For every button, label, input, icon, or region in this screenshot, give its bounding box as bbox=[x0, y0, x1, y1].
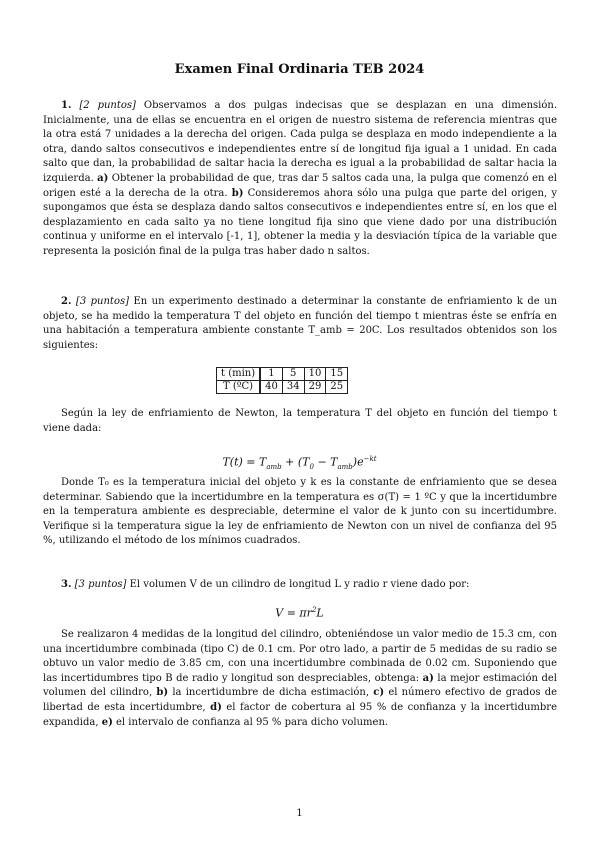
problem-3-statement: El volumen V de un cilindro de longitud L y radio r viene dado por: bbox=[129, 579, 470, 590]
problem-1-part-a-label: a) bbox=[97, 172, 109, 184]
problem-2-statement: En un experimento destinado a determinar la constante de enfriamiento k de un objeto, se ha medido la temperatura T del objeto en función del tiempo t mientras éste se enfría en una habitación a temperatura ambiente constante T_amb = 20C. Los resultados obtenidos son los siguientes: bbox=[43, 296, 558, 351]
problem-2-task bbox=[43, 476, 557, 549]
page-number: 1 bbox=[296, 808, 303, 819]
problem-1-part-a: Obtener la probabilidad de que, tras dar 5 saltos cada una, la pulga que comenzó en el origen esté a la derecha de la otra. bbox=[43, 172, 557, 199]
table-cell: 5 bbox=[282, 368, 304, 381]
newton-equation bbox=[0, 455, 599, 471]
newton-intro-text: Según la ley de enfriamiento de Newton, la temperatura T del objeto en función del tiempo t viene dada: bbox=[43, 408, 557, 434]
problem-3-part-e-label: e) bbox=[101, 716, 113, 728]
table-header-time: t (min) bbox=[217, 368, 261, 381]
eq-exponent: −kt bbox=[363, 455, 377, 463]
problem-3-part-e: el intervalo de confianza al 95 % para dicho volumen. bbox=[115, 716, 389, 728]
table-cell: 29 bbox=[304, 381, 326, 394]
problem-3-part-b-label: b) bbox=[156, 687, 169, 699]
problem-1-points: [2 puntos] bbox=[79, 100, 136, 111]
problem-3-points: [3 puntos] bbox=[74, 579, 127, 590]
problem-3-number: 3. bbox=[61, 579, 72, 590]
table-row bbox=[217, 381, 348, 394]
table-row bbox=[217, 368, 348, 381]
problem-3-part-d: el factor de cobertura al 95 % de confianza y la incertidumbre expandida, bbox=[43, 701, 557, 728]
eq-part: T(t) = T bbox=[222, 455, 267, 469]
table-cell: 1 bbox=[260, 368, 282, 381]
table-cell: 25 bbox=[326, 381, 348, 394]
problem-3-data-text: Se realizaron 4 medidas de la longitud del cilindro, obteniéndose un valor medio de 15.3 cm, con una incertidumbre combinada (tipo C) de 0.1 cm. Por otro lado, a partir de 5 medidas de su radio se obtuvo un valor medio de 3.85 cm, con una incertidumbre combinada de 0.02 cm. Suponiendo que las incertidumbres tipo B de radio y longitud son despreciables, obtenga: bbox=[43, 629, 557, 684]
eq-part: L bbox=[316, 606, 324, 620]
eq-exponent: 2 bbox=[311, 606, 317, 614]
problem-1-number: 1. bbox=[61, 100, 72, 111]
table-cell: 10 bbox=[304, 368, 326, 381]
problem-3-part-c: el número efectivo de grados de libertad de esta incertidumbre, bbox=[43, 687, 558, 713]
problem-1-part-b-label: b) bbox=[231, 187, 244, 199]
problem-1-statement: Observamos a dos pulgas indecisas que se desplazan en una dimensión. Inicialmente, una de ellas se encuentra en el origen de nuestro sistema de referencia mientras que la otra está 7 unidades a la derecha del origen. Cada pulga se desplaza en modo independiente a la otra, dando saltos consecutivos e independientes entre sí de longitud fija igual a 1 unidad. En cada salto que dan, la probabilidad de saltar hacia la derecha es igual a la probabilidad de saltar hacia la izquierda. bbox=[43, 100, 558, 184]
problem-1 bbox=[43, 99, 557, 260]
table-header-temperature: T (ºC) bbox=[217, 381, 261, 394]
table-cell: 15 bbox=[326, 368, 348, 381]
problem-1-part-b: Consideremos ahora sólo una pulga que parte del origen, y supongamos que ésta se desplaza dando saltos consecutivos e independientes entre sí, en los que el desplazamiento en cada salto ya no tiene longitud fija sino que viene dado por una distribución continua y uniforme en el intervalo [-1, 1], obtener la media y la desviación típica de la variable que representa la posición final de la pulga tras haber dado n saltos. bbox=[43, 187, 557, 257]
temperature-table bbox=[216, 367, 348, 394]
table-cell: 34 bbox=[282, 381, 304, 394]
problem-2-points: [3 puntos] bbox=[75, 296, 129, 307]
problem-3-part-a: la mejor estimación del volumen del cilindro, bbox=[43, 672, 557, 699]
problem-3-part-b: la incertidumbre de dicha estimación, bbox=[172, 687, 370, 699]
problem-3-part-d-label: d) bbox=[210, 701, 222, 713]
eq-part: + (T bbox=[281, 455, 310, 469]
eq-part: − T bbox=[313, 455, 338, 469]
problem-3-task bbox=[43, 628, 557, 730]
problem-2 bbox=[43, 295, 557, 353]
eq-sub: 0 bbox=[309, 462, 314, 471]
eq-sub: amb bbox=[337, 462, 353, 471]
problem-3-part-c-label: c) bbox=[373, 687, 385, 699]
problem-3 bbox=[43, 578, 557, 593]
eq-part: )e bbox=[352, 455, 364, 469]
eq-sub: amb bbox=[266, 462, 282, 471]
exam-title: Examen Final Ordinaria TEB 2024 bbox=[174, 62, 425, 77]
problem-2-number: 2. bbox=[61, 296, 72, 307]
problem-2-task-text: Donde T₀ es la temperatura inicial del objeto y k es la constante de enfriamiento que se desea determinar. Sabiendo que la incertidumbre en la temperatura es σ(T) = 1 ºC y que la incertidumbre en la temperatura ambiente es despreciable, determine el valor de k junto con su incertidumbre. Verifique si la temperatura sigue la ley de enfriamiento de Newton con un nivel de confianza del 95 %, utilizando el método de los mínimos cuadrados. bbox=[43, 477, 557, 547]
problem-3-part-a-label: a) bbox=[422, 672, 434, 684]
table-cell: 40 bbox=[260, 381, 282, 394]
eq-part: V = πr bbox=[275, 606, 312, 620]
problem-2-newton-intro bbox=[43, 407, 557, 436]
volume-equation bbox=[0, 606, 599, 620]
